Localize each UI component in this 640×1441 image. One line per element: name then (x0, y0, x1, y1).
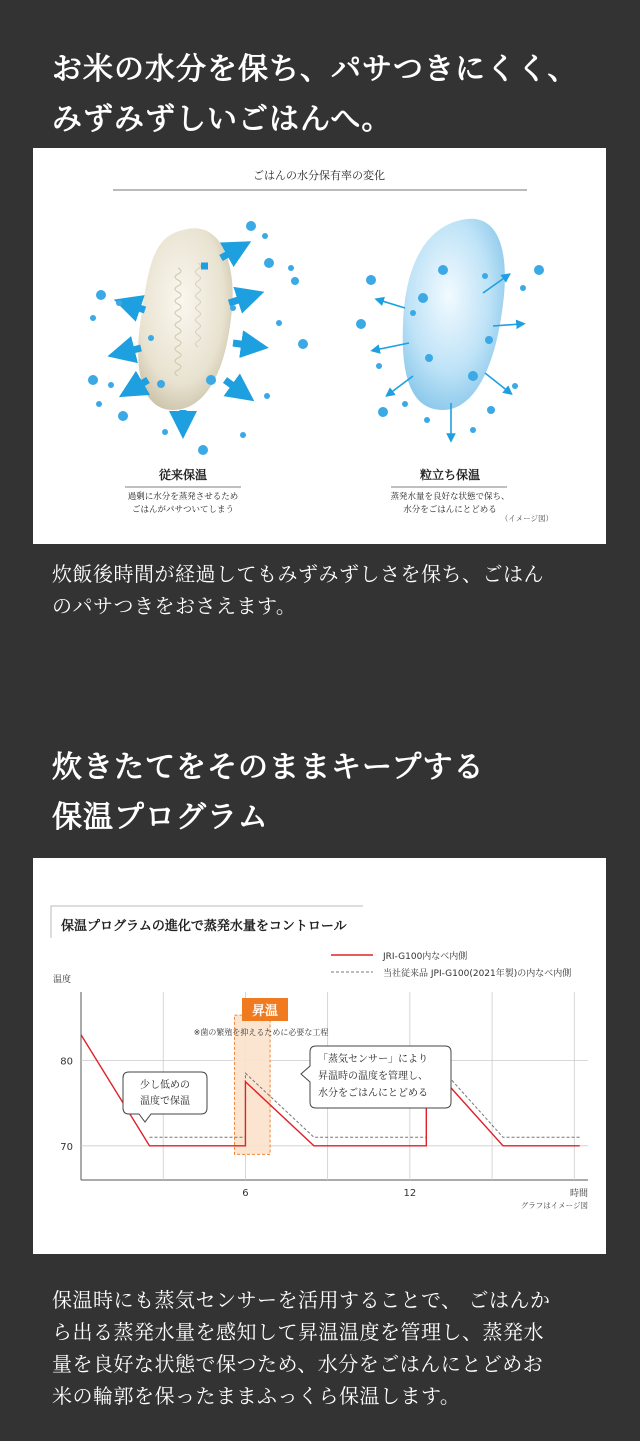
y-axis-label: 温度 (53, 975, 72, 985)
callout-low-temp (123, 1072, 207, 1122)
image-note: （イメージ図） (500, 514, 553, 523)
legend-label-jpi: 当社従来品 JPI-G100(2021年製)の内なべ内側 (383, 969, 572, 979)
x-tick-label: 6 (242, 1188, 249, 1199)
legend-label-jri: JRI-G100内なべ内側 (383, 952, 468, 962)
section2-body-line4: 米の輪郭を保ったままふっくら保温します。 (52, 1384, 461, 1408)
section1-heading-line1: お米の水分を保ち、パサつきにくく、 (52, 52, 579, 87)
callout-steam-line3: 水分をごはんにとどめる (318, 1088, 428, 1099)
section2-heading-line2: 保温プログラム (52, 800, 269, 835)
tsubudachi-desc-line1: 蒸発水量を良好な状態で保ち、 (390, 492, 510, 502)
conventional-label: 従来保温 (158, 468, 208, 482)
callout-low-temp-line2: 温度で保温 (140, 1096, 190, 1107)
keep-warm-chart (33, 858, 606, 1254)
tsubudachi-label: 粒立ち保温 (419, 468, 481, 482)
moisture-figure (33, 148, 606, 544)
section2-body-line2: ら出る蒸発水量を感知して昇温温度を管理し、蒸発水 (52, 1320, 544, 1344)
rice-grain-tsubudachi (403, 219, 505, 410)
section2-heading (52, 743, 485, 843)
chart-title: 保温プログラムの進化で蒸発水量をコントロール (61, 919, 347, 934)
section2-body (52, 1284, 592, 1412)
callout-steam-sensor (301, 1046, 451, 1108)
section1-heading (52, 45, 578, 145)
heating-note: ※菌の繁殖を抑えるために必要な工程 (193, 1028, 329, 1037)
conventional-desc-line2: ごはんがパサついてしまう (131, 505, 235, 515)
conventional-desc-line1: 過剰に水分を蒸発させるため (127, 492, 239, 502)
heating-label: 昇温 (251, 1004, 279, 1019)
x-axis-label: 時間 (569, 1189, 588, 1199)
section1-body (52, 558, 592, 622)
rice-grain-conventional (138, 228, 233, 410)
callout-steam-line1: 「蒸気センサー」により (318, 1054, 428, 1065)
section1-body-line1: 炊飯後時間が経過してもみずみずしさを保ち、ごはん (52, 562, 544, 586)
section2-heading-line1: 炊きたてをそのままキープする (52, 750, 485, 785)
chart-footnote: グラフはイメージ図 (520, 1201, 588, 1210)
section1-body-line2: のパサつきをおさえます。 (52, 594, 297, 618)
section1-heading-line2: みずみずしいごはんへ。 (52, 102, 393, 137)
moisture-figure-panel (33, 148, 606, 544)
callout-low-temp-line1: 少し低めの (140, 1080, 190, 1091)
figure-title: ごはんの水分保有率の変化 (253, 169, 385, 182)
keep-warm-chart-panel (33, 858, 606, 1254)
section2-body-line3: 量を良好な状態で保つため、水分をごはんにとどめお (52, 1352, 544, 1376)
tsubudachi-desc-line2: 水分をごはんにとどめる (403, 505, 497, 515)
x-tick-label: 12 (403, 1188, 417, 1199)
section2-body-line1: 保温時にも蒸気センサーを活用することで、 ごはんか (52, 1288, 551, 1312)
callout-steam-line2: 昇温時の温度を管理し、 (318, 1071, 428, 1082)
y-tick-label: 70 (60, 1141, 73, 1153)
y-tick-label: 80 (60, 1056, 73, 1068)
